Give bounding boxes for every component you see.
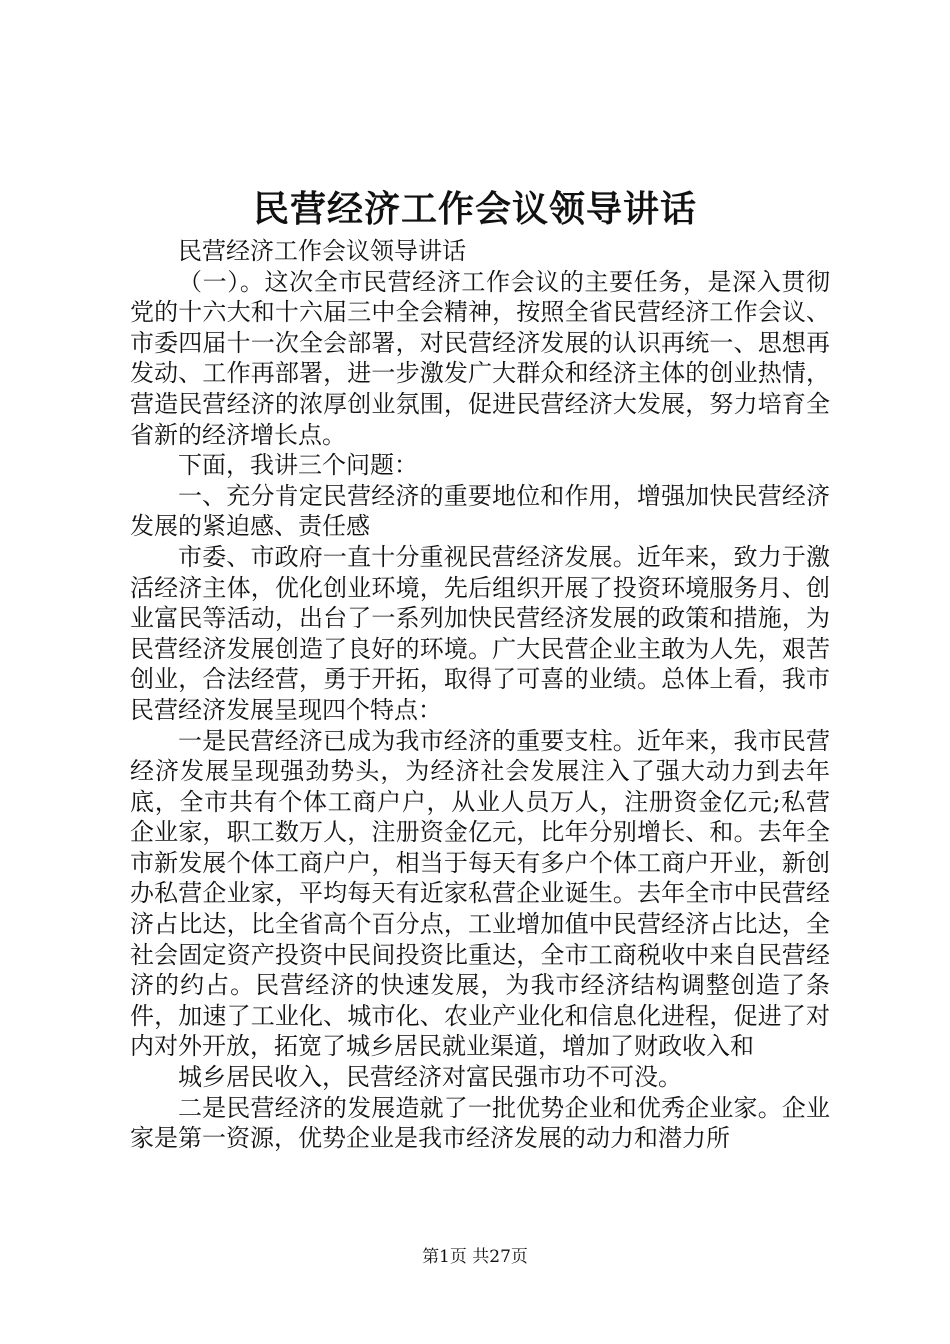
paragraph-feature-one: 一是民营经济已成为我市经济的重要支柱。近年来，我市民营经济发展呈现强劲势头，为经济社会发展注入了强大动力到去年底，全市共有个体工商户户，从业人员万人，注册资金亿元;私营企业家，职工数万人，注册资金亿元，比年分别增长、和。去年全市新发展个体工商户户，相当于每天有多户个体工商户开业，新创办私营企业家，平均每天有近家私营企业诞生。去年全市中民营经济占比达，比全省高个百分点，工业增加值中民营经济占比达，全社会固定资产投资中民间投资比重达，全市工商税收中来自民营经济的约占。民营经济的快速发展，为我市经济结构调整创造了条件，加速了工业化、城市化、农业产业化和信息化进程，促进了对内对外开放，拓宽了城乡居民就业渠道，增加了财政收入和 (130, 726, 830, 1061)
paragraph-subtitle: 民营经济工作会议领导讲话 (178, 237, 466, 265)
paragraph-intro: （一）。这次全市民营经济工作会议的主要任务，是深入贯彻党的十六大和十六届三中全会精神，按照全省民营经济工作会议、市委四届十一次全会部署，对民营经济发展的认识再统一、思想再发动、工作再部署，进一步激发广大群众和经济主体的创业热情，营造民营经济的浓厚创业氛围，促进民营经济大发展，努力培育全省新的经济增长点。 (130, 267, 830, 449)
paragraph-section-heading: 一、充分肯定民营经济的重要地位和作用，增强加快民营经济发展的紧迫感、责任感 (130, 481, 830, 541)
paragraph-feature-two: 二是民营经济的发展造就了一批优势企业和优秀企业家。企业家是第一资源，优势企业是我市经济发展的动力和潜力所 (130, 1093, 830, 1153)
document-body (130, 236, 830, 1154)
paragraph-continuation: 城乡居民收入，民营经济对富民强市功不可没。 (178, 1063, 682, 1092)
paragraph-agenda: 下面，我讲三个问题： (178, 451, 418, 480)
paragraph-overview: 市委、市政府一直十分重视民营经济发展。近年来，致力于激活经济主体，优化创业环境，先后组织开展了投资环境服务月、创业富民等活动，出台了一系列加快民营经济发展的政策和措施，为民营经济发展创造了良好的环境。广大民营企业主敢为人先，艰苦创业，合法经营，勇于开拓，取得了可喜的业绩。总体上看，我市民营经济发展呈现四个特点： (130, 542, 830, 724)
document-title: 民营经济工作会议领导讲话 (252, 188, 697, 230)
page-footer: 第1页 共27页 (422, 1247, 528, 1267)
